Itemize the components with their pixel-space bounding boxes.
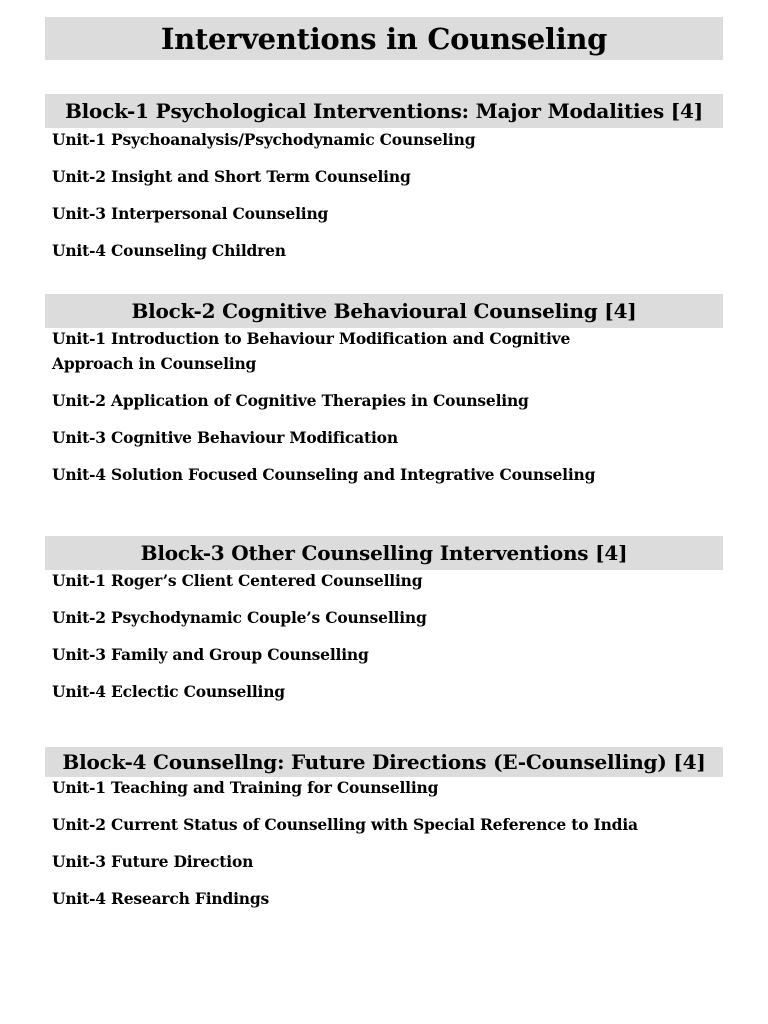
unit-item: Unit-4 Research Findings [52,889,270,908]
unit-item: Unit-1 Psychoanalysis/Psychodynamic Counseling [52,130,476,149]
unit-item: Unit-3 Cognitive Behaviour Modification [52,428,398,447]
block-1 [45,94,723,260]
unit-item: Unit-1 Roger’s Client Centered Counselling [52,571,423,590]
unit-item: Unit-3 Interpersonal Counseling [52,204,329,223]
block-header-text: Block-2 Cognitive Behavioural Counseling [4] [131,299,637,323]
unit-item: Unit-1 Introduction to Behaviour Modification and Cognitive Approach in Counseling [52,329,571,373]
document-title-bar [45,17,723,60]
document-title: Interventions in Counseling [160,21,608,56]
block-2 [45,294,723,484]
block-header-text: Block-3 Other Counselling Interventions [4] [140,541,628,565]
block-header [45,536,723,570]
unit-item: Unit-3 Future Direction [52,852,254,871]
unit-item: Unit-2 Psychodynamic Couple’s Counselling [52,608,427,627]
block-header [45,747,723,777]
block-header [45,94,723,128]
unit-item: Unit-4 Eclectic Counselling [52,682,285,701]
unit-item: Unit-2 Insight and Short Term Counseling [52,167,411,186]
unit-item: Unit-2 Current Status of Counselling with Special Reference to India [52,815,638,834]
unit-item: Unit-2 Application of Cognitive Therapies in Counseling [52,391,529,410]
block-header-text: Block-1 Psychological Interventions: Major Modalities [4] [64,99,704,123]
unit-item: Unit-3 Family and Group Counselling [52,645,369,664]
block-header-text: Block-4 Counsellng: Future Directions (E-Counselling) [4] [62,750,706,774]
unit-item: Unit-1 Teaching and Training for Counselling [52,778,439,797]
block-header [45,294,723,328]
unit-item: Unit-4 Solution Focused Counseling and Integrative Counseling [52,465,596,484]
block-4 [45,747,723,908]
block-3 [45,536,723,701]
unit-item: Unit-4 Counseling Children [52,241,286,260]
